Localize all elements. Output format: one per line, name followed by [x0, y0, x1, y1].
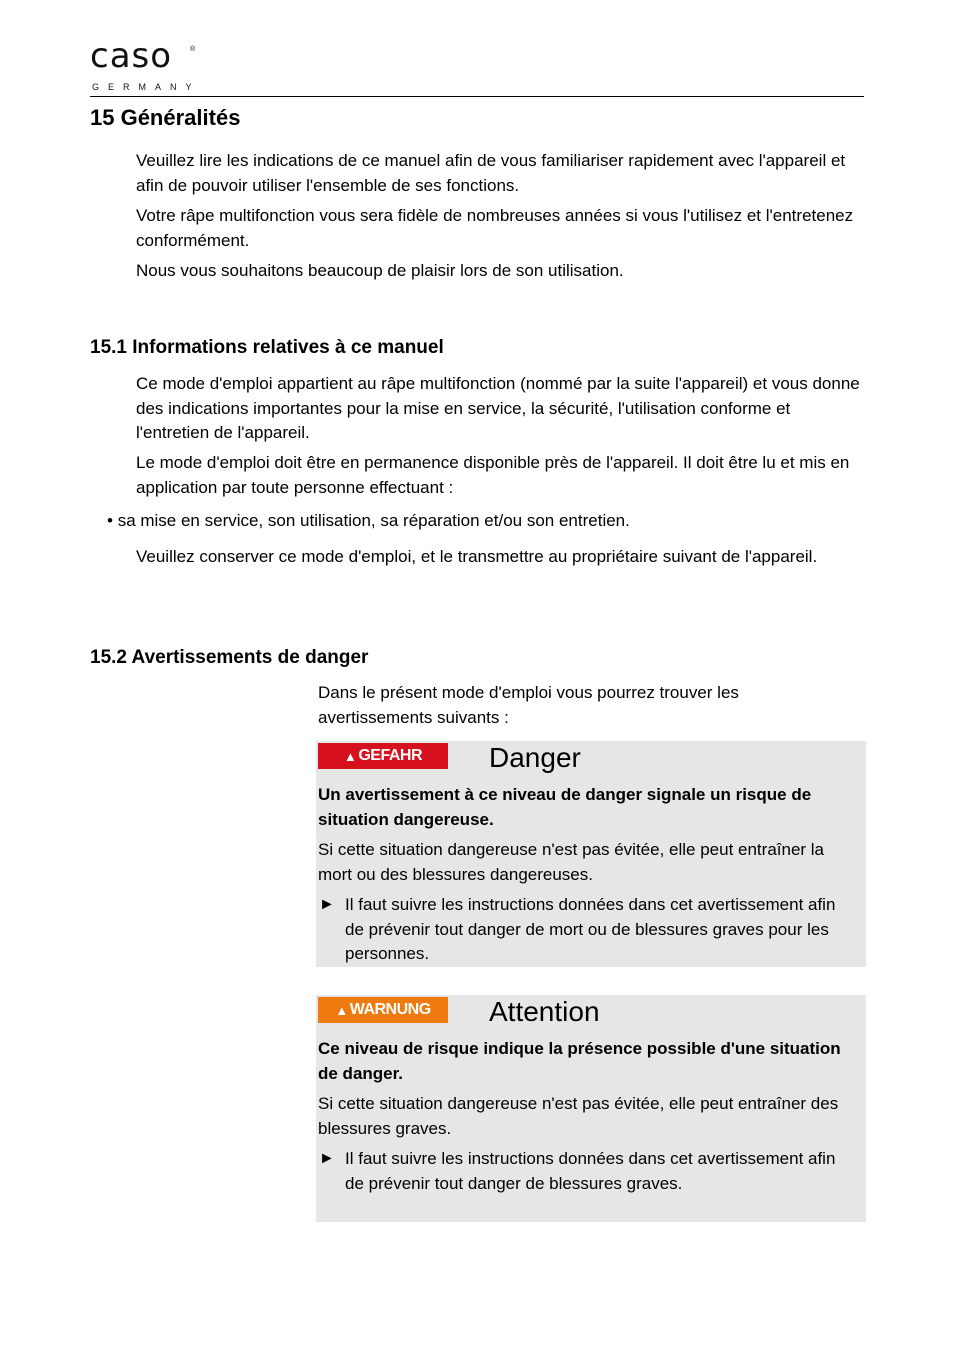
danger-instruction: Il faut suivre les instructions données dans cet avertissement afin de prévenir tout danger de mort ou de blessures graves pour les personnes. [345, 895, 836, 963]
logo-wordmark: caso [90, 36, 173, 76]
danger-bold-text: Un avertissement à ce niveau de danger signale un risque de situation dangereuse. [318, 785, 812, 829]
subsection-title-manual-info: 15.1 Informations relatives à ce manuel [90, 337, 444, 358]
bullet-symbol: • [107, 511, 113, 530]
manual-info-paragraph-2: Le mode d'emploi doit être en permanence disponible près de l'appareil. Il doit être lu et mis en application par toute personne effectuant : [136, 453, 850, 497]
intro-paragraph-2: Votre râpe multifonction vous sera fidèle de nombreuses années si vous l'utilisez et l'entretenez conformément. [136, 206, 854, 250]
arrow-right-icon: ► [319, 896, 335, 913]
warning-title: Attention [489, 996, 600, 1027]
list-item [107, 511, 867, 531]
danger-sign-label: GEFAHR [358, 747, 423, 764]
intro-paragraph-1: Veuillez lire les indications de ce manuel afin de vous familiariser rapidement avec l'appareil et afin de pouvoir utiliser l'ensemble de ses fonctions. [136, 151, 846, 195]
list-item-text: sa mise en service, son utilisation, sa réparation et/ou son entretien. [117, 511, 630, 530]
warning-bold-text: Ce niveau de risque indique la présence possible d'une situation de danger. [318, 1039, 841, 1083]
section-title: 15 Généralités [90, 105, 241, 130]
manual-info-paragraph-3: Veuillez conserver ce mode d'emploi, et le transmettre au propriétaire suivant de l'appareil. [136, 547, 818, 566]
logo-subtitle: GERMANY [92, 82, 201, 92]
warning-text: Si cette situation dangereuse n'est pas évitée, elle peut entraîner des blessures graves. [318, 1094, 839, 1138]
manual-info-paragraph-1: Ce mode d'emploi appartient au râpe multifonction (nommé par la suite l'appareil) et vous donne des indications importantes pour la mise en service, la sécurité, l'utilisation conforme et l'entretien de l'appareil. [136, 374, 860, 442]
intro-paragraph-3: Nous vous souhaitons beaucoup de plaisir lors de son utilisation. [136, 261, 624, 280]
danger-sign [318, 743, 448, 769]
logo-registered-mark: ® [190, 46, 196, 53]
header-divider [90, 96, 864, 97]
danger-box [316, 741, 866, 967]
warning-triangle-icon: ▲ [343, 748, 357, 764]
arrow-right-icon: ► [319, 1150, 335, 1167]
warning-sign [318, 997, 448, 1023]
warning-instruction: Il faut suivre les instructions données dans cet avertissement afin de prévenir tout danger de blessures graves. [345, 1149, 836, 1193]
subsection-title-danger-warnings: 15.2 Avertissements de danger [90, 647, 369, 668]
warning-triangle-icon: ▲ [335, 1002, 348, 1018]
warnings-intro: Dans le présent mode d'emploi vous pourrez trouver les avertissements suivants : [318, 683, 739, 727]
danger-text: Si cette situation dangereuse n'est pas évitée, elle peut entraîner la mort ou des blessures dangereuses. [318, 840, 825, 884]
danger-title: Danger [489, 742, 581, 773]
warning-sign-label: WARNUNG [349, 1001, 431, 1018]
warning-box [316, 995, 866, 1222]
brand-logo [76, 32, 207, 106]
